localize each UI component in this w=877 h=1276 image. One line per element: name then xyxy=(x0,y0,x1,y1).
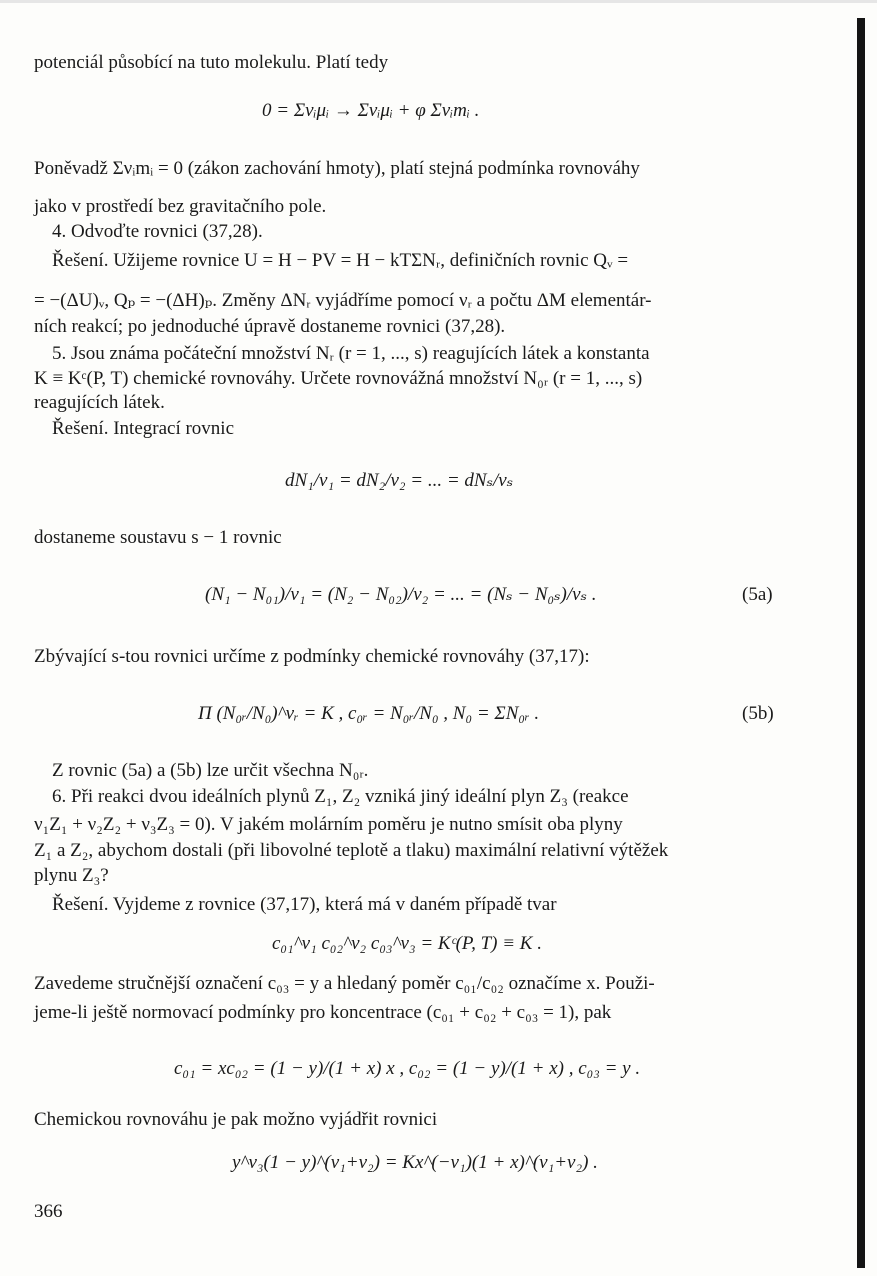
text-line-23: Z₁ a Z₂, abychom dostali (při libovolné teplotě a tlaku) maximální relativní výtěžek xyxy=(34,840,669,861)
equation-1: 0 = Σνᵢμᵢ → Σνᵢμᵢ + φ Σνᵢmᵢ . xyxy=(262,100,480,121)
text-line-11: reagujících látek. xyxy=(34,392,165,413)
equation-8: y^ν₃(1 − y)^(ν₁+ν₂) = Kx^(−ν₁)(1 + x)^(ν₁+ν₂) . xyxy=(232,1152,598,1173)
text-line-4: jako v prostředí bez gravitačního pole. xyxy=(34,196,327,217)
equation-5b: Π (N₀ᵣ/N₀)^νᵣ = K , c₀ᵣ = N₀ᵣ/N₀ , N₀ = ΣN₀ᵣ . xyxy=(198,703,540,724)
text-line-7: = −(ΔU)ᵥ, Qₚ = −(ΔH)ₚ. Změny ΔNᵣ vyjádříme pomocí νᵣ a počtu ΔM elementár- xyxy=(34,290,652,311)
text-line-12: Řešení. Integrací rovnic xyxy=(52,418,235,439)
text-line-22: ν₁Z₁ + ν₂Z₂ + ν₃Z₃ = 0). V jakém molárním poměru je nutno smísit oba plyny xyxy=(34,814,623,835)
text-line-20: Z rovnic (5a) a (5b) lze určit všechna N₀ᵣ. xyxy=(52,760,369,781)
equation-6: c₀₁^ν₁ c₀₂^ν₂ c₀₃^ν₃ = Kᶜ(P, T) ≡ K . xyxy=(272,933,542,954)
equation-2: dN₁/ν₁ = dN₂/ν₂ = ... = dNₛ/νₛ xyxy=(285,470,514,491)
equation-7: c₀₁ = xc₀₂ = (1 − y)/(1 + x) x , c₀₂ = (1 − y)/(1 + x) , c₀₃ = y . xyxy=(174,1058,641,1079)
scan-top-edge xyxy=(0,0,877,3)
problem-4-heading: 4. Odvoďte rovnici (37,28). xyxy=(52,221,263,242)
text-line-24: plynu Z₃? xyxy=(34,865,109,886)
scan-binding-edge xyxy=(857,18,865,1268)
text-line-8: ních reakcí; po jednoduché úpravě dostaneme rovnici (37,28). xyxy=(34,316,506,337)
text-line-14: dostaneme soustavu s − 1 rovnic xyxy=(34,527,282,548)
text-line-6: Řešení. Užijeme rovnice U = H − PV = H − kTΣNᵣ, definičních rovnic Qᵥ = xyxy=(52,250,629,271)
problem-5-heading: 5. Jsou známa počáteční množství Nᵣ (r = 1, ..., s) reagujících látek a konstanta xyxy=(52,343,650,364)
equation-5a-tag: (5a) xyxy=(742,584,773,605)
text-line-1: potenciál působící na tuto molekulu. Platí tedy xyxy=(34,52,389,73)
text-line-28: jeme-li ještě normovací podmínky pro koncentrace (c₀₁ + c₀₂ + c₀₃ = 1), pak xyxy=(34,1002,612,1023)
problem-6-heading: 6. Při reakci dvou ideálních plynů Z₁, Z₂ vzniká jiný ideální plyn Z₃ (reakce xyxy=(52,786,629,807)
text-line-30: Chemickou rovnováhu je pak možno vyjádřit rovnici xyxy=(34,1109,438,1130)
equation-5b-tag: (5b) xyxy=(742,703,774,724)
text-line-10: K ≡ Kᶜ(P, T) chemické rovnováhy. Určete rovnovážná množství N₀ᵣ (r = 1, ..., s) xyxy=(34,368,643,389)
equation-5a: (N₁ − N₀₁)/ν₁ = (N₂ − N₀₂)/ν₂ = ... = (Nₛ − N₀ₛ)/νₛ . xyxy=(205,584,597,605)
page-number: 366 xyxy=(34,1201,63,1222)
text-line-25: Řešení. Vyjdeme z rovnice (37,17), která má v daném případě tvar xyxy=(52,894,557,915)
text-line-3: Poněvadž Σνᵢmᵢ = 0 (zákon zachování hmoty), platí stejná podmínka rovnováhy xyxy=(34,158,640,179)
text-line-17: Zbývající s-tou rovnici určíme z podmínky chemické rovnováhy (37,17): xyxy=(34,646,590,667)
text-line-27: Zavedeme stručnější označení c₀₃ = y a hledaný poměr c₀₁/c₀₂ označíme x. Použi- xyxy=(34,973,655,994)
